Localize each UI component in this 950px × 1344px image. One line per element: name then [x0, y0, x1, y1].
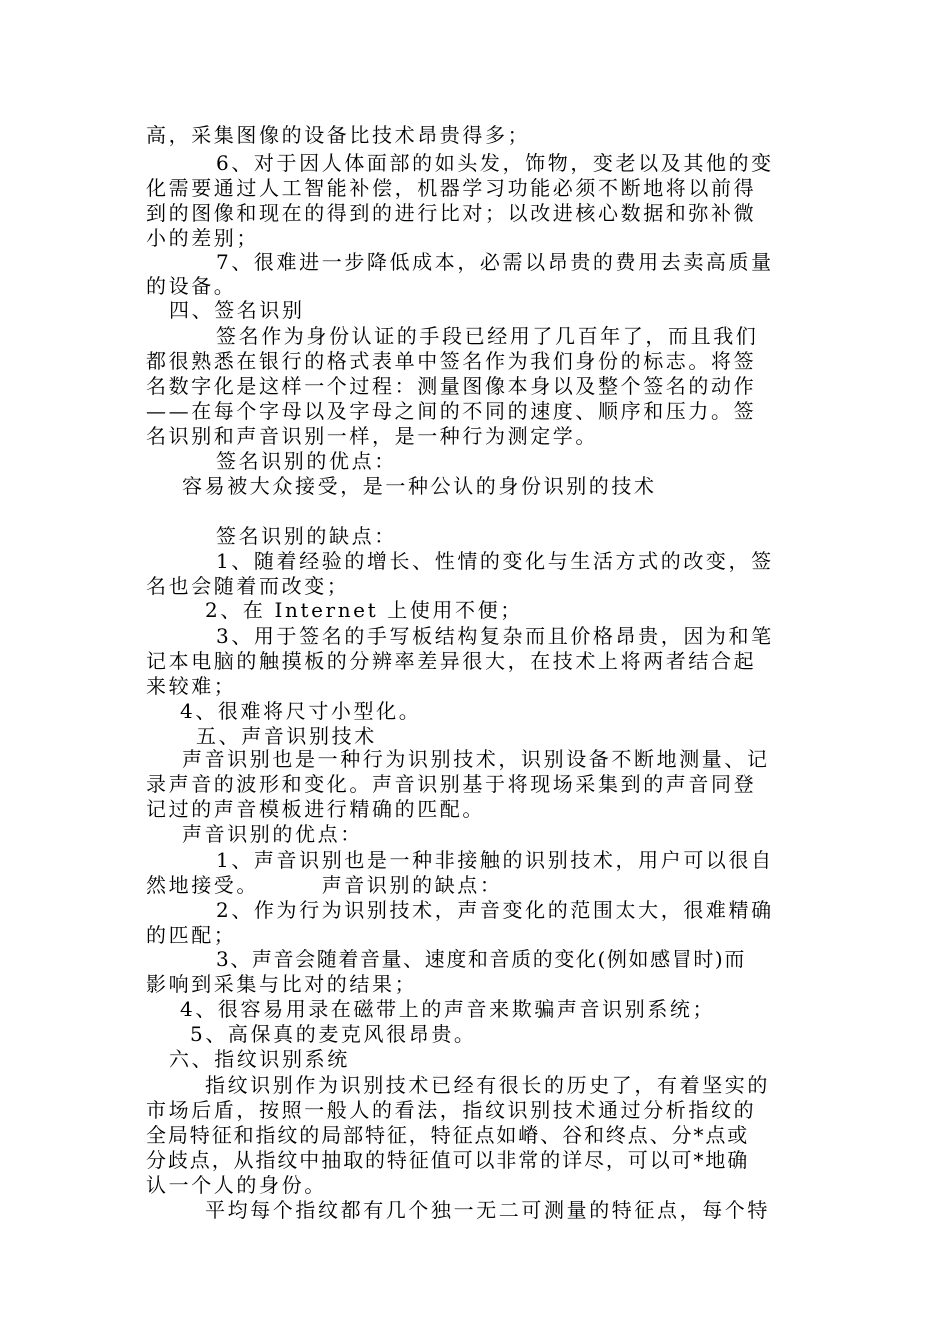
- text-line: 全局特征和指纹的局部特征，特征点如嵴、谷和终点、分*点或: [146, 1123, 750, 1147]
- text-line: 的设备。: [146, 274, 237, 298]
- text-line: 到的图像和现在的得到的进行比对；以改进核心数据和弥补微: [146, 201, 757, 225]
- text-line: 记过的声音模板进行精确的匹配。: [146, 797, 485, 821]
- text-line: 化需要通过人工智能补偿，机器学习功能必须不断地将以前得: [146, 176, 757, 200]
- text-line: 影响到采集与比对的结果；: [146, 972, 418, 996]
- text-line: 2、作为行为识别技术，声音变化的范围太大，很难精确: [216, 898, 774, 922]
- text-line: 名识别和声音识别一样，是一种行为测定学。: [146, 424, 598, 448]
- text-line: 名也会随着而改变；: [146, 574, 350, 598]
- text-line: ——在每个字母以及字母之间的不同的速度、顺序和压力。签: [146, 399, 757, 423]
- text-line: 小的差别；: [146, 226, 259, 250]
- text-line: 分歧点，从指纹中抽取的特征值可以非常的详尽，可以可*地确: [146, 1148, 750, 1172]
- text-line: 记本电脑的触摸板的分辨率差异很大，在技术上将两者结合起: [146, 649, 757, 673]
- text-line: 签名作为身份认证的手段已经用了几百年了，而且我们: [216, 324, 759, 348]
- text-line: 6、对于因人体面部的如头发，饰物，变老以及其他的变: [216, 151, 774, 175]
- text-line: 认一个人的身份。: [146, 1173, 327, 1197]
- text-line: 都很熟悉在银行的格式表单中签名作为我们身份的标志。将签: [146, 349, 757, 373]
- subheading: 签名识别的优点：: [216, 449, 397, 473]
- text-line: 指纹识别作为识别技术已经有很长的历史了，有着坚实的: [205, 1073, 770, 1097]
- text-line: 1、声音识别也是一种非接触的识别技术，用户可以很自: [216, 848, 774, 872]
- text-line: 来较难；: [146, 674, 237, 698]
- section-heading: 六、指纹识别系统: [169, 1047, 350, 1071]
- section-heading: 五、声音识别技术: [196, 724, 377, 748]
- text-line: 名数字化是这样一个过程：测量图像本身以及整个签名的动作: [146, 374, 757, 398]
- text-line: 容易被大众接受，是一种公认的身份识别的技术: [182, 474, 657, 498]
- subheading: 声音识别的优点：: [182, 822, 363, 846]
- subheading: 签名识别的缺点：: [216, 524, 397, 548]
- text-line: 市场后盾，按照一般人的看法，指纹识别技术通过分析指纹的: [146, 1098, 757, 1122]
- section-heading: 四、签名识别: [169, 298, 305, 322]
- text-line: 平均每个指纹都有几个独一无二可测量的特征点，每个特: [205, 1198, 770, 1222]
- text-line: 3、声音会随着音量、速度和音质的变化(例如感冒时)而: [216, 947, 746, 971]
- text-line: 的匹配；: [146, 923, 237, 947]
- text-line: 3、用于签名的手写板结构复杂而且价格昂贵，因为和笔: [216, 624, 774, 648]
- text-line: 2、在 Internet 上使用不便；: [205, 598, 523, 622]
- text-line: 4、很容易用录在磁带上的声音来欺骗声音识别系统；: [180, 997, 716, 1021]
- text-line: 4、很难将尺寸小型化。: [180, 699, 422, 723]
- text-line: 录声音的波形和变化。声音识别基于将现场采集到的声音同登: [146, 772, 757, 796]
- text-line: 7、很难进一步降低成本，必需以昂贵的费用去卖高质量: [216, 250, 774, 274]
- text-line: 声音识别也是一种行为识别技术，识别设备不断地测量、记: [182, 747, 770, 771]
- text-line: 然地接受。 声音识别的缺点：: [146, 873, 503, 897]
- text-line: 5、高保真的麦克风很昂贵。: [190, 1022, 477, 1046]
- text-line: 高，采集图像的设备比技术昂贵得多；: [146, 123, 531, 147]
- text-line: 1、随着经验的增长、性情的变化与生活方式的改变，签: [216, 549, 774, 573]
